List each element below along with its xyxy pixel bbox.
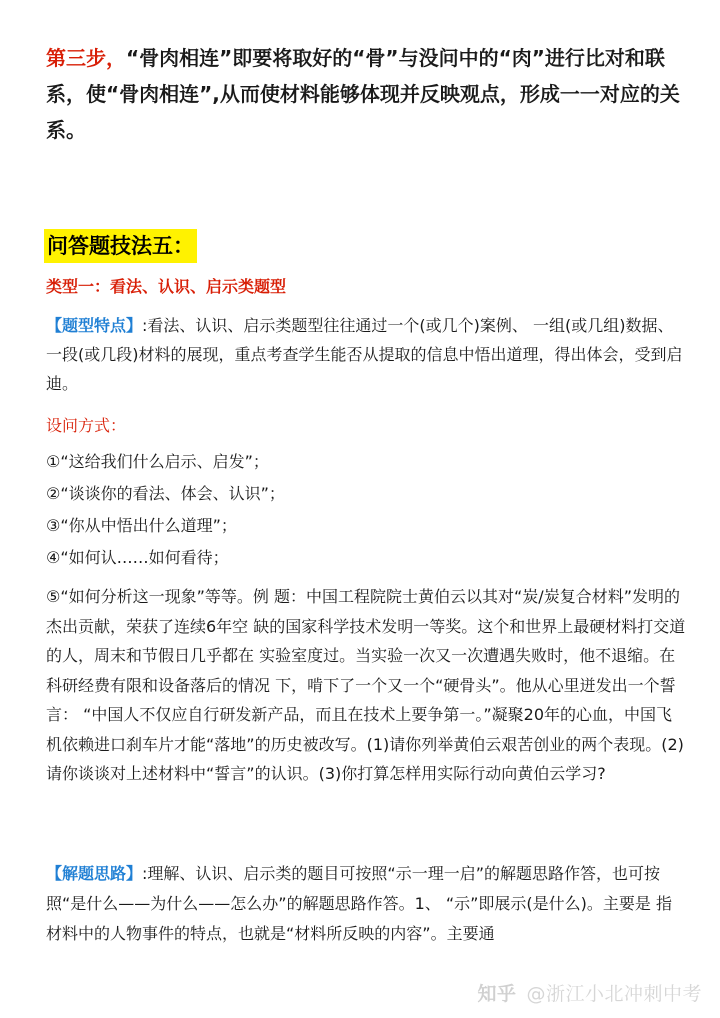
example-question-paragraph: ⑤“如何分析这一现象”等等。例 题：中国工程院院士黄伯云以其对“炭/炭复合材料”发明的杰出贡献，荣获了连续6年空 缺的国家科学技术发明一等奖。这个和世界上最硬材料打交道的人，周末和节假日几乎都在 实验室度过。当实验一次又一次遭遇失败时，他不退缩。在科研经费有限和设备落后的情况 下，啃下了一个又一个“硬骨头”。他从心里迸发出一个誓言： “中国人不仅应自行研发新产品，而且在技术上要争第一。”凝聚20年的心血，中国飞机依赖进口刹车片才能“落地”的历史被改写。(1)请你列举黄伯云艰苦创业的两个表现。(2)请你谈谈对上述材料中“誓言”的认识。(3)你打算怎样用实际行动向黄伯云学习? [46,587,686,783]
question-features-paragraph [46,311,686,398]
ask-methods-list [46,446,686,574]
step-three-paragraph [46,40,686,148]
ask-method-item: ④“如何认……如何看待； [46,548,229,567]
step-three-lead: 第三步， [46,46,126,70]
solution-approach-paragraph [46,859,686,949]
watermark [477,979,702,1006]
ask-method-item: ①“这给我们什么启示、启发”； [46,452,269,471]
type-one-heading: 类型一：看法、认识、启示类题型 [46,277,287,296]
watermark-text: @浙江小北冲刺中考 [526,983,702,1005]
approach-text: :理解、认识、启示类的题目可按照“示一理一启”的解题思路作答，也可按 照“是什么——为什么——怎么办”的解题思路作答。1、 “示”即展示(是什么)。主要是 指材料中的人物事件的特点，也就是“材料所反映的内容”。主要通 [46,864,672,943]
features-text: :看法、认识、启示类题型往往通过一个(或几个)案例、 一组(或几组)数据、 一段(或几段)材料的展现，重点考查学生能否从提取的信息中悟出道理，得出体会，受到启迪。 [46,316,683,393]
ask-methods-label: 设问方式： [46,416,127,435]
ask-method-item: ③“你从中悟出什么道理”； [46,516,237,535]
section-title: 问答题技法五： [44,229,197,263]
ask-method-item: ②“谈谈你的看法、体会、认识”； [46,484,285,503]
features-tag: 【题型特点】 [46,316,143,335]
approach-tag: 【解题思路】 [46,864,143,883]
watermark-logo: 知乎 [477,983,517,1005]
step-three-text: “骨肉相连”即要将取好的“骨”与没问中的“肉”进行比对和联系，使“骨肉相连”,从而使材料能够体现并反映观点，形成一一对应的关系。 [46,46,680,142]
